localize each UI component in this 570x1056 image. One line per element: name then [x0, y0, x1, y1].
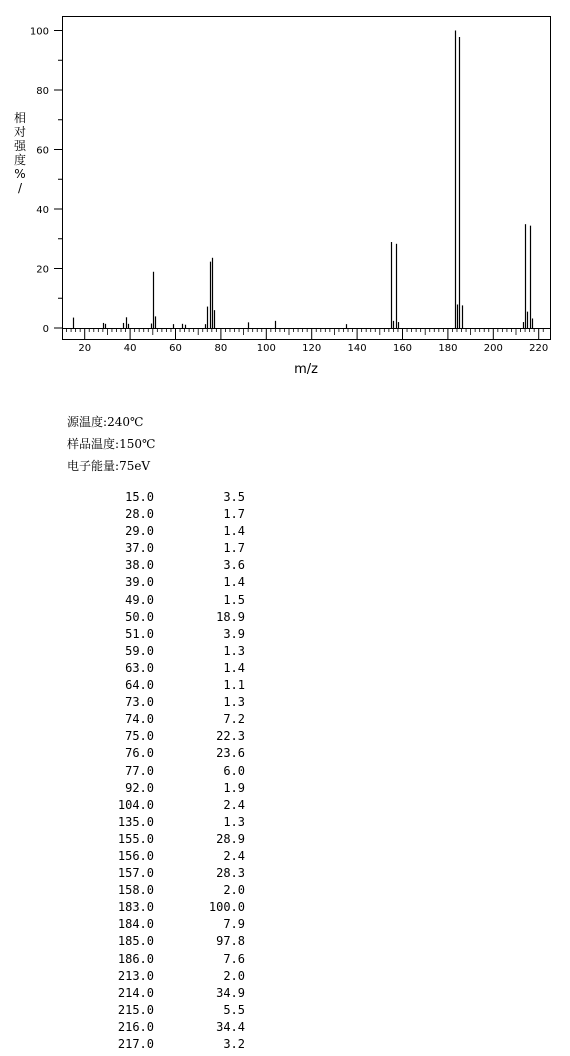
intensity-cell: 18.9 — [216, 609, 245, 624]
condition-value: 150℃ — [119, 437, 156, 451]
condition-label: 电子能量 — [67, 459, 116, 473]
table-row — [90, 882, 245, 899]
mz-cell: 29.0 — [125, 524, 154, 539]
mz-cell: 215.0 — [117, 1002, 154, 1017]
table-row — [90, 985, 245, 1002]
mz-cell: 156.0 — [117, 848, 154, 863]
table-row — [90, 626, 245, 643]
intensity-cell: 2.0 — [223, 883, 245, 898]
mz-cell: 216.0 — [117, 1019, 154, 1034]
y-label-char: % — [14, 167, 26, 181]
mz-cell: 158.0 — [117, 883, 154, 898]
intensity-cell: 3.9 — [223, 626, 245, 641]
intensity-cell: 28.3 — [216, 866, 245, 881]
sample-temperature: 样品温度:150℃ — [67, 437, 156, 451]
peak-bars — [74, 31, 533, 329]
intensity-cell: 1.4 — [223, 575, 245, 590]
y-label-char: / — [17, 181, 23, 195]
intensity-cell: 1.4 — [223, 524, 245, 539]
y-label-char: 相 — [13, 111, 27, 125]
table-row — [90, 728, 245, 745]
mz-cell: 63.0 — [125, 660, 154, 675]
intensity-cell: 34.9 — [216, 985, 245, 1000]
mz-cell: 214.0 — [117, 985, 154, 1000]
condition-value: 240℃ — [107, 415, 144, 429]
y-tick-label: 60 — [36, 145, 49, 157]
x-tick-label: 120 — [302, 343, 322, 354]
intensity-cell: 97.8 — [216, 934, 245, 949]
y-label-char: 对 — [13, 125, 27, 139]
mz-cell: 73.0 — [125, 695, 154, 710]
intensity-cell: 7.6 — [223, 951, 245, 966]
x-tick-label: 140 — [347, 343, 367, 354]
intensity-cell: 7.9 — [223, 917, 245, 932]
table-row — [90, 933, 245, 950]
mz-cell: 51.0 — [125, 626, 154, 641]
y-axis — [30, 27, 62, 336]
table-row — [90, 609, 245, 626]
table-row — [90, 540, 245, 557]
mz-cell: 185.0 — [117, 934, 154, 949]
mz-cell: 76.0 — [125, 746, 154, 761]
mz-cell: 183.0 — [117, 900, 154, 915]
intensity-cell: 1.4 — [223, 660, 245, 675]
table-row — [90, 489, 245, 506]
x-tick-label: 40 — [123, 343, 137, 354]
table-row — [90, 694, 245, 711]
mz-cell: 74.0 — [125, 712, 154, 727]
x-tick-label: 80 — [214, 343, 228, 354]
x-minor-ticks — [67, 328, 544, 335]
mz-cell: 37.0 — [125, 541, 154, 556]
table-row — [90, 916, 245, 933]
table-row — [90, 899, 245, 916]
x-tick-label: 60 — [169, 343, 182, 354]
table-row — [90, 677, 245, 694]
intensity-cell: 2.4 — [223, 848, 245, 863]
y-tick-label: 100 — [29, 26, 49, 38]
intensity-cell: 1.1 — [223, 678, 245, 693]
intensity-cell: 100.0 — [208, 900, 245, 915]
intensity-cell: 2.0 — [223, 968, 245, 983]
y-axis-label — [14, 110, 27, 195]
y-label-char: 强 — [13, 139, 27, 153]
table-row — [90, 968, 245, 985]
mz-cell: 217.0 — [117, 1037, 154, 1051]
intensity-cell: 22.3 — [216, 729, 245, 744]
table-row — [90, 592, 245, 609]
y-tick-label: 40 — [36, 205, 49, 216]
peak-list-table — [90, 489, 245, 1053]
x-tick-label: 20 — [78, 343, 92, 354]
mass-spectrum-chart — [0, 0, 570, 385]
mz-cell: 155.0 — [117, 831, 154, 846]
table-row — [90, 797, 245, 814]
mz-cell: 77.0 — [125, 763, 154, 778]
mz-cell: 184.0 — [117, 917, 154, 932]
mz-cell: 28.0 — [125, 507, 154, 522]
mz-cell: 186.0 — [117, 951, 154, 966]
x-tick-label: 200 — [483, 343, 503, 354]
intensity-cell: 23.6 — [216, 746, 245, 761]
condition-label: 样品温度 — [67, 437, 116, 451]
condition-label: 源温度 — [67, 415, 104, 429]
table-row — [90, 814, 245, 831]
acquisition-conditions — [67, 411, 155, 477]
x-axis — [78, 328, 548, 354]
mz-cell: 15.0 — [125, 490, 154, 504]
table-row — [90, 780, 245, 797]
mz-cell: 92.0 — [125, 780, 154, 795]
table-row — [90, 1036, 245, 1053]
x-tick-label: 180 — [438, 343, 458, 354]
intensity-cell: 34.4 — [216, 1019, 245, 1034]
table-row — [90, 711, 245, 728]
plot-frame — [63, 17, 551, 340]
mz-cell: 49.0 — [125, 592, 154, 607]
intensity-cell: 1.3 — [223, 643, 245, 658]
mz-cell: 213.0 — [117, 968, 154, 983]
electron-energy: 电子能量:75eV — [67, 459, 151, 473]
intensity-cell: 1.7 — [223, 507, 245, 522]
mz-cell: 157.0 — [117, 866, 154, 881]
table-row — [90, 745, 245, 762]
intensity-cell: 3.2 — [223, 1037, 245, 1051]
table-row — [90, 865, 245, 882]
intensity-cell: 7.2 — [223, 712, 245, 727]
mz-cell: 135.0 — [117, 814, 154, 829]
x-tick-label: 100 — [256, 343, 276, 354]
table-row — [90, 643, 245, 660]
intensity-cell: 1.9 — [223, 780, 245, 795]
table-row — [90, 763, 245, 780]
x-tick-label: 220 — [529, 343, 549, 354]
intensity-cell: 28.9 — [216, 831, 245, 846]
intensity-cell: 1.3 — [223, 814, 245, 829]
intensity-cell: 2.4 — [223, 797, 245, 812]
y-label-char: 度 — [13, 153, 27, 167]
table-row — [90, 831, 245, 848]
intensity-cell: 6.0 — [223, 763, 245, 778]
intensity-cell: 3.5 — [223, 490, 245, 504]
x-tick-label: 160 — [392, 343, 413, 354]
intensity-cell: 1.3 — [223, 695, 245, 710]
source-temperature: 源温度:240℃ — [67, 415, 144, 429]
table-row — [90, 1019, 245, 1036]
table-row — [90, 1002, 245, 1019]
table-row — [90, 523, 245, 540]
table-row — [90, 557, 245, 574]
mz-cell: 38.0 — [125, 558, 154, 573]
table-row — [90, 660, 245, 677]
condition-value: 75eV — [119, 459, 151, 473]
x-axis-label: m/z — [294, 362, 318, 377]
mz-cell: 50.0 — [125, 609, 154, 624]
y-tick-label: 20 — [36, 264, 49, 276]
mz-cell: 75.0 — [125, 729, 154, 744]
table-row — [90, 506, 245, 523]
y-tick-label: 80 — [36, 86, 49, 97]
mz-cell: 64.0 — [125, 678, 154, 693]
intensity-cell: 1.5 — [223, 592, 245, 607]
y-tick-label: 0 — [42, 324, 49, 335]
mz-cell: 104.0 — [117, 797, 154, 812]
table-row — [90, 848, 245, 865]
intensity-cell: 5.5 — [223, 1002, 245, 1017]
table-row — [90, 574, 245, 591]
table-row — [90, 951, 245, 968]
mz-cell: 39.0 — [125, 575, 154, 590]
mz-cell: 59.0 — [125, 643, 154, 658]
intensity-cell: 1.7 — [223, 541, 245, 556]
intensity-cell: 3.6 — [223, 558, 245, 573]
